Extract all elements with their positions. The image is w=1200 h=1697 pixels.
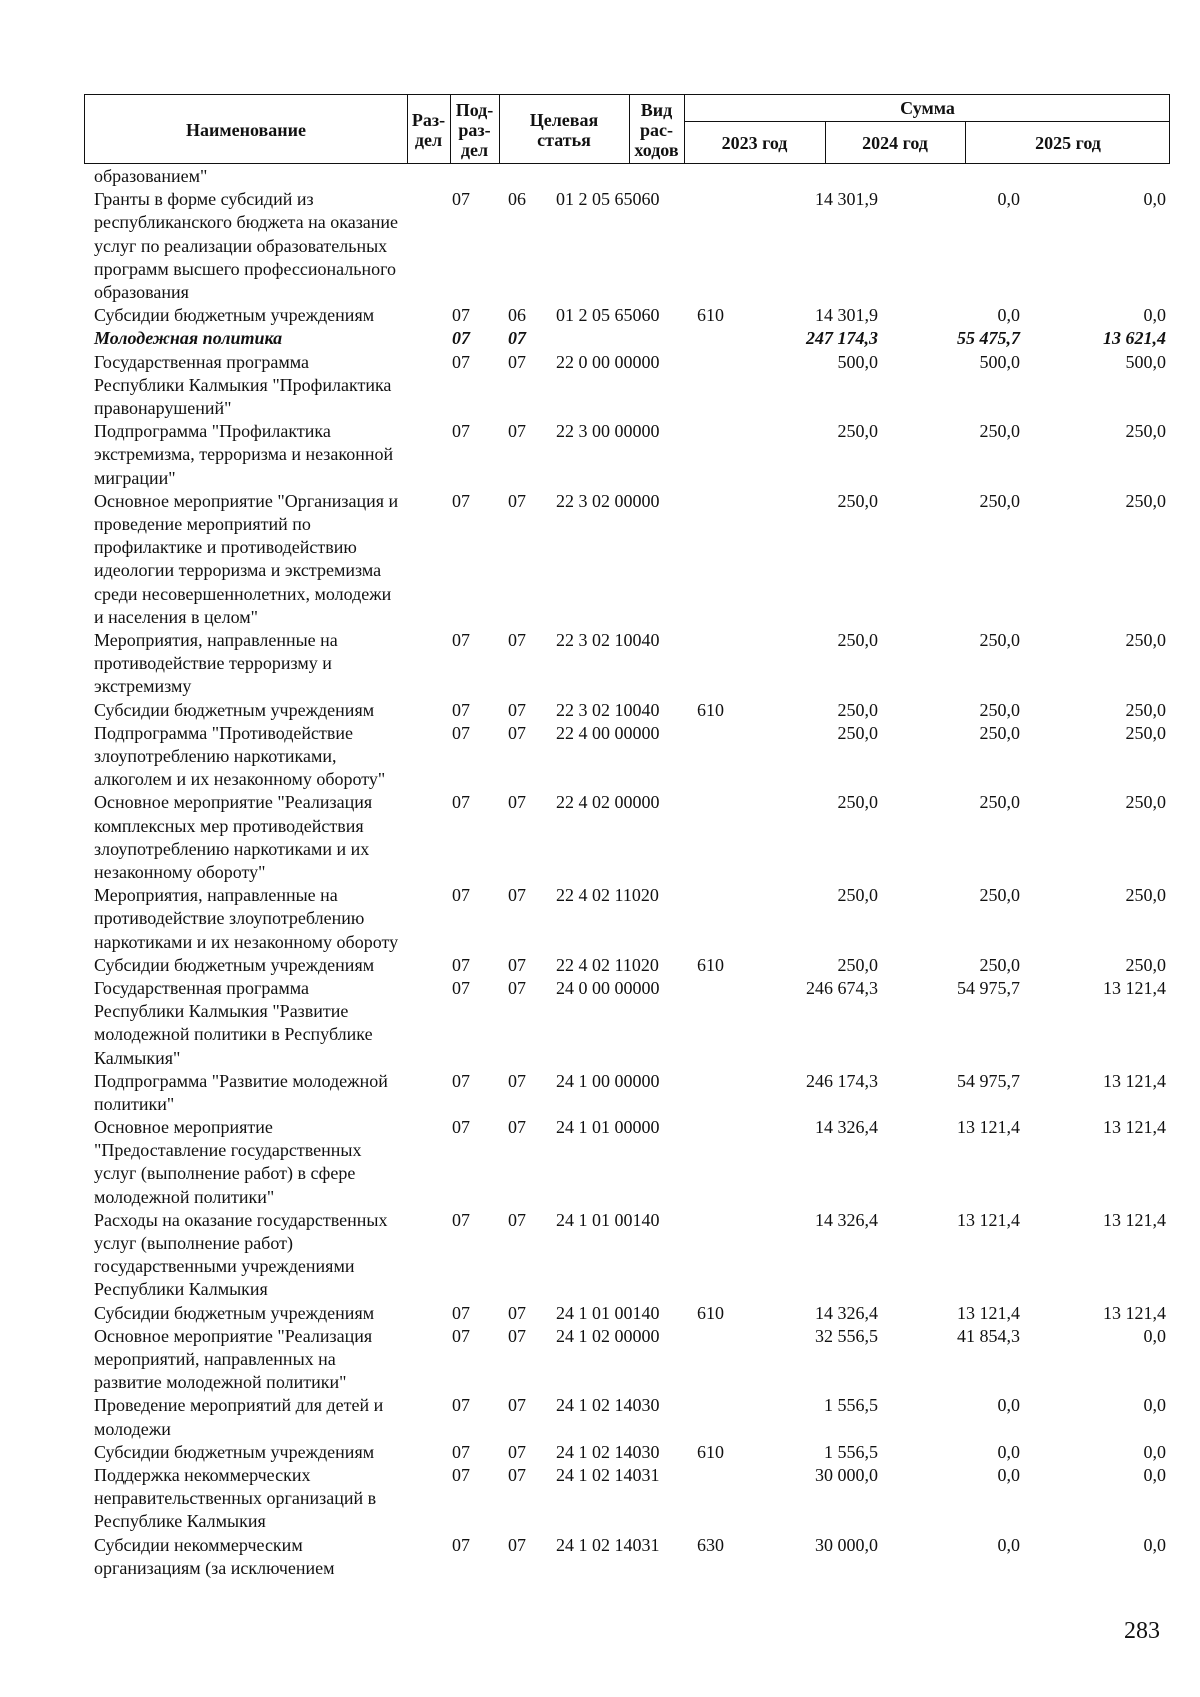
table-row [0, 327, 1200, 350]
row-name: Поддержка некоммерческих неправительственных организаций в Республике Калмыкия [94, 1465, 377, 1532]
row-razdel: 07 [452, 1395, 470, 1416]
row-sum-2023: 247 174,3 [806, 328, 878, 349]
row-sum-2025: 13 121,4 [1103, 977, 1166, 998]
row-name: Расходы на оказание государственных услуг (выполнение работ) государственными учреждениями Республики Калмыкия [94, 1209, 388, 1300]
table-row [0, 629, 1200, 699]
row-name: Мероприятия, направленные на противодействие злоупотреблению наркотиками и их незаконному обороту [94, 885, 399, 952]
row-celevaya: 24 1 02 14031 [556, 1465, 660, 1486]
row-sum-2023: 250,0 [837, 722, 878, 743]
row-podrazdel: 07 [508, 1395, 526, 1416]
row-vid: 610 [697, 954, 724, 975]
row-celevaya: 22 4 02 11020 [556, 885, 659, 906]
row-razdel: 07 [452, 699, 470, 720]
row-sum-2024: 500,0 [979, 351, 1020, 372]
row-podrazdel: 07 [508, 1325, 526, 1346]
row-razdel: 07 [452, 351, 470, 372]
row-celevaya: 01 2 05 65060 [556, 189, 660, 210]
row-podrazdel: 06 [508, 305, 526, 326]
header-celevaya: Целевая статья [529, 110, 599, 150]
row-celevaya: 24 1 02 00000 [556, 1325, 660, 1346]
row-sum-2025: 250,0 [1125, 885, 1166, 906]
table-row [0, 1116, 1200, 1209]
header-2024: 2024 год [862, 133, 928, 153]
row-sum-2025: 250,0 [1125, 421, 1166, 442]
row-sum-2023: 246 174,3 [806, 1070, 878, 1091]
header-2023: 2023 год [721, 133, 788, 153]
table-row [0, 1209, 1200, 1302]
row-celevaya: 24 1 02 14031 [556, 1534, 660, 1555]
row-vid: 610 [697, 1441, 724, 1462]
row-celevaya: 22 4 02 00000 [556, 792, 660, 813]
row-sum-2024: 54 975,7 [957, 977, 1020, 998]
row-sum-2025: 250,0 [1125, 792, 1166, 813]
row-sum-2023: 1 556,5 [824, 1395, 878, 1416]
row-sum-2023: 14 301,9 [815, 305, 878, 326]
row-celevaya: 24 1 02 14030 [556, 1395, 660, 1416]
row-razdel: 07 [452, 490, 470, 511]
row-sum-2024: 13 121,4 [957, 1117, 1020, 1138]
row-celevaya: 24 0 00 00000 [556, 977, 660, 998]
row-celevaya: 24 1 01 00140 [556, 1209, 660, 1230]
row-podrazdel: 07 [508, 1534, 526, 1555]
row-name: Основное мероприятие "Предоставление государственных услуг (выполнение работ) в сфере молодежной политики" [94, 1117, 362, 1207]
table-body [0, 165, 1200, 1580]
row-razdel: 07 [452, 1117, 470, 1138]
row-podrazdel: 07 [508, 629, 526, 650]
table-header [84, 94, 1170, 164]
row-podrazdel: 07 [508, 1302, 526, 1323]
table-row [0, 1464, 1200, 1534]
row-sum-2023: 14 326,4 [815, 1209, 878, 1230]
row-podrazdel: 07 [508, 351, 526, 372]
row-name: Основное мероприятие "Реализация комплексных мер противодействия злоупотреблению наркотиками и их незаконному обороту" [94, 792, 373, 882]
row-sum-2024: 13 121,4 [957, 1302, 1020, 1323]
row-sum-2025: 250,0 [1125, 699, 1166, 720]
row-sum-2025: 13 121,4 [1103, 1209, 1166, 1230]
row-sum-2023: 14 326,4 [815, 1302, 878, 1323]
row-celevaya: 22 3 02 00000 [556, 490, 660, 511]
row-sum-2024: 250,0 [979, 792, 1020, 813]
row-podrazdel: 07 [508, 885, 526, 906]
table-row [0, 884, 1200, 954]
row-sum-2023: 250,0 [837, 629, 878, 650]
table-row [0, 791, 1200, 884]
row-sum-2025: 13 121,4 [1103, 1070, 1166, 1091]
row-sum-2023: 250,0 [837, 699, 878, 720]
row-razdel: 07 [452, 722, 470, 743]
row-podrazdel: 07 [508, 792, 526, 813]
row-name: Субсидии бюджетным учреждениям [94, 1441, 375, 1462]
row-podrazdel: 07 [508, 1209, 526, 1230]
row-sum-2025: 0,0 [1143, 1465, 1166, 1486]
row-razdel: 07 [452, 1441, 470, 1462]
table-row [0, 699, 1200, 722]
row-sum-2024: 250,0 [979, 490, 1020, 511]
row-sum-2024: 250,0 [979, 421, 1020, 442]
table-row [0, 351, 1200, 421]
row-sum-2025: 500,0 [1125, 351, 1166, 372]
row-sum-2024: 0,0 [997, 1534, 1020, 1555]
row-sum-2024: 250,0 [979, 885, 1020, 906]
table-row [0, 722, 1200, 792]
row-sum-2023: 250,0 [837, 792, 878, 813]
row-sum-2024: 250,0 [979, 629, 1020, 650]
row-razdel: 07 [452, 1325, 470, 1346]
row-name: Субсидии бюджетным учреждениям [94, 699, 375, 720]
row-sum-2024: 0,0 [997, 1441, 1020, 1462]
row-sum-2023: 1 556,5 [824, 1441, 878, 1462]
row-razdel: 07 [452, 954, 470, 975]
row-sum-2024: 54 975,7 [957, 1070, 1020, 1091]
row-sum-2023: 30 000,0 [815, 1465, 878, 1486]
row-sum-2025: 13 621,4 [1103, 328, 1166, 349]
table-row [0, 420, 1200, 490]
row-celevaya: 01 2 05 65060 [556, 305, 660, 326]
table-row [0, 954, 1200, 977]
row-sum-2024: 250,0 [979, 954, 1020, 975]
table-row [0, 977, 1200, 1070]
row-podrazdel: 06 [508, 189, 526, 210]
row-name: Субсидии некоммерческим организациям (за исключением [94, 1534, 335, 1578]
row-name: Государственная программа Республики Калмыкия "Профилактика правонарушений" [94, 351, 392, 418]
row-sum-2025: 0,0 [1143, 1534, 1166, 1555]
row-podrazdel: 07 [508, 421, 526, 442]
row-sum-2024: 250,0 [979, 722, 1020, 743]
row-sum-2023: 14 301,9 [815, 189, 878, 210]
row-name: Государственная программа Республики Калмыкия "Развитие молодежной политики в Республике Калмыкия" [94, 977, 373, 1068]
row-name: Подпрограмма "Противодействие злоупотреблению наркотиками, алкоголем и их незаконному обороту" [94, 722, 386, 790]
row-razdel: 07 [452, 885, 470, 906]
row-sum-2023: 32 556,5 [815, 1325, 878, 1346]
row-razdel: 07 [452, 1302, 470, 1323]
row-razdel: 07 [452, 629, 470, 650]
row-sum-2023: 250,0 [837, 885, 878, 906]
header-razdel: Раз- дел [411, 110, 446, 150]
row-name: Проведение мероприятий для детей и молодежи [94, 1395, 384, 1439]
header-podrazdel: Под- раз- дел [455, 100, 494, 160]
row-celevaya: 22 3 02 10040 [556, 699, 660, 720]
row-sum-2025: 13 121,4 [1103, 1117, 1166, 1138]
row-sum-2025: 0,0 [1143, 1441, 1166, 1462]
page-number: 283 [1124, 1618, 1160, 1644]
row-razdel: 07 [452, 1209, 470, 1230]
table-row [0, 1070, 1200, 1116]
table-row [0, 1325, 1200, 1395]
row-vid: 610 [697, 699, 724, 720]
row-podrazdel: 07 [508, 1070, 526, 1091]
row-sum-2023: 246 674,3 [806, 977, 878, 998]
row-sum-2023: 250,0 [837, 421, 878, 442]
row-celevaya: 24 1 01 00000 [556, 1117, 660, 1138]
header-2025: 2025 год [1035, 133, 1101, 153]
row-celevaya: 22 3 02 10040 [556, 629, 660, 650]
row-sum-2025: 0,0 [1143, 189, 1166, 210]
row-razdel: 07 [452, 1070, 470, 1091]
row-podrazdel: 07 [508, 1441, 526, 1462]
table-row [0, 1534, 1200, 1580]
row-podrazdel: 07 [508, 328, 526, 349]
row-podrazdel: 07 [508, 490, 526, 511]
header-summa: Сумма [900, 98, 955, 118]
table-row [0, 1441, 1200, 1464]
table-row [0, 1394, 1200, 1440]
row-podrazdel: 07 [508, 977, 526, 998]
row-celevaya: 22 3 00 00000 [556, 421, 660, 442]
row-name: Субсидии бюджетным учреждениям [94, 305, 375, 326]
row-celevaya: 22 0 00 00000 [556, 351, 660, 372]
row-name: Подпрограмма "Профилактика экстремизма, терроризма и незаконной миграции" [94, 421, 394, 488]
row-name: Субсидии бюджетным учреждениям [94, 1302, 375, 1323]
row-razdel: 07 [452, 1534, 470, 1555]
row-celevaya: 24 1 02 14030 [556, 1441, 660, 1462]
row-celevaya: 22 4 00 00000 [556, 722, 660, 743]
row-celevaya: 24 1 01 00140 [556, 1302, 660, 1323]
row-name: Субсидии бюджетным учреждениям [94, 954, 375, 975]
row-name: Мероприятия, направленные на противодействие терроризму и экстремизму [94, 629, 338, 697]
row-sum-2025: 0,0 [1143, 305, 1166, 326]
row-name: Молодежная политика [94, 328, 283, 349]
row-name: Гранты в форме субсидий из республиканского бюджета на оказание услуг по реализации образовательных программ высшего профессионального образования [94, 189, 399, 302]
row-sum-2025: 250,0 [1125, 629, 1166, 650]
row-sum-2025: 250,0 [1125, 722, 1166, 743]
row-podrazdel: 07 [508, 699, 526, 720]
row-sum-2024: 250,0 [979, 699, 1020, 720]
row-sum-2024: 0,0 [997, 189, 1020, 210]
row-razdel: 07 [452, 328, 470, 349]
row-sum-2024: 41 854,3 [957, 1325, 1020, 1346]
row-name: Подпрограмма "Развитие молодежной политики" [94, 1070, 388, 1114]
row-sum-2024: 0,0 [997, 305, 1020, 326]
row-sum-2023: 250,0 [837, 490, 878, 511]
row-sum-2024: 0,0 [997, 1395, 1020, 1416]
row-name: Основное мероприятие "Организация и проведение мероприятий по профилактике и противодействию идеологии терроризма и экстремизма среди несовершеннолетних, молодежи и населения в целом" [94, 490, 399, 627]
table-row [0, 1302, 1200, 1325]
row-vid: 610 [697, 1302, 724, 1323]
header-vid: Вид рас- ходов [634, 100, 679, 160]
table-row [0, 304, 1200, 327]
header-name: Наименование [186, 120, 306, 140]
row-razdel: 07 [452, 189, 470, 210]
row-sum-2024: 55 475,7 [957, 328, 1020, 349]
row-razdel: 07 [452, 977, 470, 998]
table-row [0, 188, 1200, 304]
row-razdel: 07 [452, 421, 470, 442]
row-sum-2023: 500,0 [837, 351, 878, 372]
table-row [0, 165, 1200, 188]
row-sum-2025: 0,0 [1143, 1325, 1166, 1346]
row-sum-2025: 13 121,4 [1103, 1302, 1166, 1323]
row-razdel: 07 [452, 305, 470, 326]
row-podrazdel: 07 [508, 1117, 526, 1138]
row-podrazdel: 07 [508, 722, 526, 743]
table-row [0, 490, 1200, 629]
row-sum-2024: 0,0 [997, 1465, 1020, 1486]
row-sum-2024: 13 121,4 [957, 1209, 1020, 1230]
row-sum-2023: 250,0 [837, 954, 878, 975]
row-sum-2025: 250,0 [1125, 490, 1166, 511]
row-name: Основное мероприятие "Реализация мероприятий, направленных на развитие молодежной политики" [94, 1325, 373, 1393]
row-celevaya: 22 4 02 11020 [556, 954, 659, 975]
row-podrazdel: 07 [508, 954, 526, 975]
row-podrazdel: 07 [508, 1465, 526, 1486]
row-razdel: 07 [452, 792, 470, 813]
row-celevaya: 24 1 00 00000 [556, 1070, 660, 1091]
row-sum-2023: 30 000,0 [815, 1534, 878, 1555]
row-vid: 630 [697, 1534, 724, 1555]
row-sum-2023: 14 326,4 [815, 1117, 878, 1138]
row-sum-2025: 250,0 [1125, 954, 1166, 975]
row-razdel: 07 [452, 1465, 470, 1486]
row-vid: 610 [697, 305, 724, 326]
row-sum-2025: 0,0 [1143, 1395, 1166, 1416]
row-name: образованием" [94, 166, 208, 186]
